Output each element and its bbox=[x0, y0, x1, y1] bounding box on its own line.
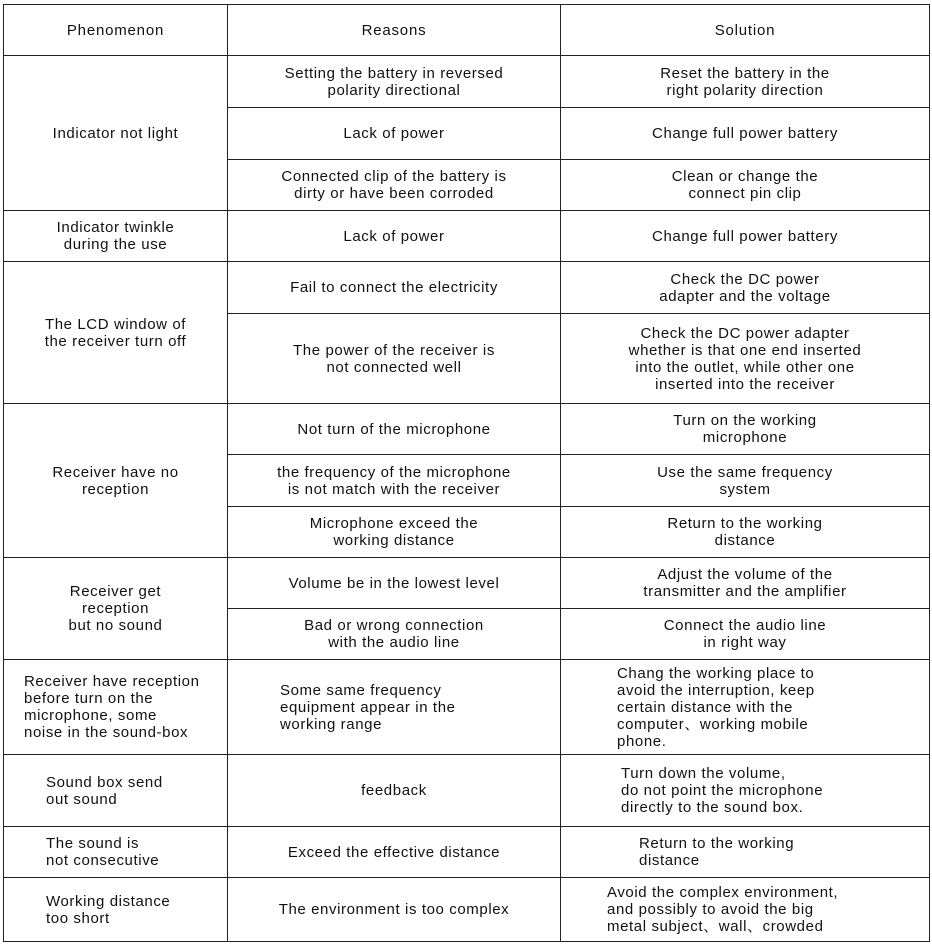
solution-cell: Adjust the volume of the transmitter and the amplifier bbox=[561, 558, 930, 609]
phenomenon-cell: Receiver have no reception bbox=[4, 404, 228, 558]
solution-cell: Connect the audio line in right way bbox=[561, 609, 930, 660]
reason-cell: Some same frequency equipment appear in the working range bbox=[228, 660, 561, 755]
header-row bbox=[4, 5, 930, 56]
phenomenon-cell: The LCD window of the receiver turn off bbox=[4, 262, 228, 404]
reason-cell: feedback bbox=[228, 755, 561, 827]
reason-cell: Not turn of the microphone bbox=[228, 404, 561, 455]
phenomenon-cell: Receiver have reception before turn on the microphone, some noise in the sound-box bbox=[4, 660, 228, 755]
table-row bbox=[4, 827, 930, 878]
table-row bbox=[4, 660, 930, 755]
phenomenon-cell: Working distance too short bbox=[4, 878, 228, 942]
header-solution: Solution bbox=[561, 5, 930, 56]
reason-cell: Lack of power bbox=[228, 211, 561, 262]
table-row bbox=[4, 558, 930, 609]
table-row bbox=[4, 755, 930, 827]
table-row bbox=[4, 878, 930, 942]
reason-cell: Exceed the effective distance bbox=[228, 827, 561, 878]
solution-cell: Use the same frequency system bbox=[561, 455, 930, 507]
solution-cell: Check the DC power adapter and the voltage bbox=[561, 262, 930, 314]
phenomenon-cell: Indicator twinkle during the use bbox=[4, 211, 228, 262]
solution-cell: Clean or change the connect pin clip bbox=[561, 160, 930, 211]
reason-cell: The environment is too complex bbox=[228, 878, 561, 942]
reason-cell: the frequency of the microphone is not match with the receiver bbox=[228, 455, 561, 507]
table-row bbox=[4, 404, 930, 455]
phenomenon-cell: Receiver get reception but no sound bbox=[4, 558, 228, 660]
solution-cell: Change full power battery bbox=[561, 211, 930, 262]
solution-cell: Check the DC power adapter whether is that one end inserted into the outlet, while other one inserted into the receiver bbox=[561, 314, 930, 404]
solution-cell: Change full power battery bbox=[561, 108, 930, 160]
reason-cell: Connected clip of the battery is dirty or have been corroded bbox=[228, 160, 561, 211]
solution-cell: Reset the battery in the right polarity direction bbox=[561, 56, 930, 108]
table-row bbox=[4, 211, 930, 262]
solution-cell: Turn on the working microphone bbox=[561, 404, 930, 455]
table-row bbox=[4, 56, 930, 108]
reason-cell: Fail to connect the electricity bbox=[228, 262, 561, 314]
reason-cell: Bad or wrong connection with the audio line bbox=[228, 609, 561, 660]
phenomenon-cell: Indicator not light bbox=[4, 56, 228, 211]
reason-cell: Volume be in the lowest level bbox=[228, 558, 561, 609]
solution-cell: Return to the working distance bbox=[561, 827, 930, 878]
reason-cell: Microphone exceed the working distance bbox=[228, 507, 561, 558]
header-phenomenon: Phenomenon bbox=[4, 5, 228, 56]
phenomenon-cell: The sound is not consecutive bbox=[4, 827, 228, 878]
solution-cell: Avoid the complex environment, and possibly to avoid the big metal subject、wall、crowded bbox=[561, 878, 930, 942]
table-row bbox=[4, 262, 930, 314]
reason-cell: The power of the receiver is not connected well bbox=[228, 314, 561, 404]
troubleshooting-table bbox=[3, 4, 930, 942]
solution-cell: Turn down the volume, do not point the microphone directly to the sound box. bbox=[561, 755, 930, 827]
header-reasons: Reasons bbox=[228, 5, 561, 56]
reason-cell: Lack of power bbox=[228, 108, 561, 160]
phenomenon-cell: Sound box send out sound bbox=[4, 755, 228, 827]
solution-cell: Chang the working place to avoid the interruption, keep certain distance with the computer、working mobile phone. bbox=[561, 660, 930, 755]
solution-cell: Return to the working distance bbox=[561, 507, 930, 558]
reason-cell: Setting the battery in reversed polarity directional bbox=[228, 56, 561, 108]
